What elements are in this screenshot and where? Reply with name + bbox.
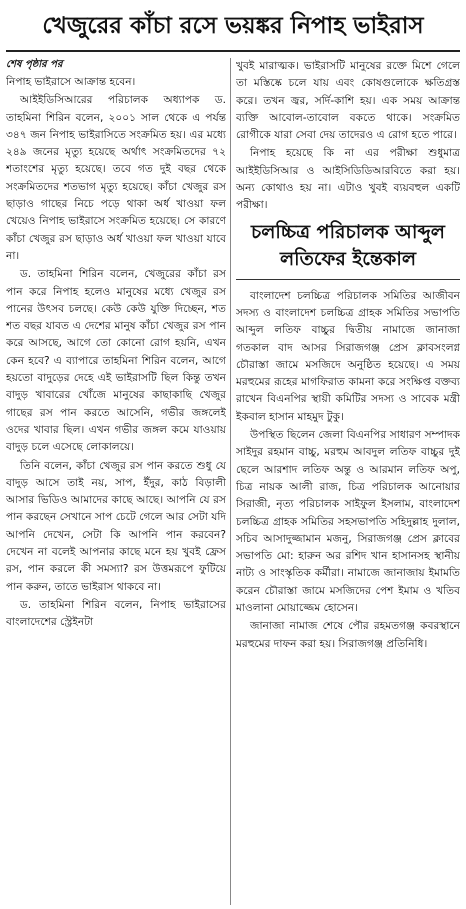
article-paragraph: ড. তাহমিনা শিরিন বলেন, নিপাহ ভাইরাসের বাংলাদেশের স্ট্রেইনটা bbox=[6, 598, 226, 629]
article-paragraph: উপস্থিত ছিলেন জেলা বিএনপির সাধারণ সম্পাদক সাইদুর রহমান বাচ্চু, মরহুম আবদুল লতিফ বাচ্চুর দুই ছেলে আরশাদ লতিফ অন্তু ও আরমান লতিফ অপু, চিত্র নায়ক আলী রাজ, চিত্র পরিচালক আনোয়ার সিরাজী, নৃত্য পরিচালক সাইফুল ইসলাম, বাংলাদেশ চলচ্চিত্র গ্রাহক সমিতির সহসভাপতি সহিদুল্লাহ দুলাল, সচিব আসাদুজ্জামান মজনু, সিরাজগঞ্জ প্রেস ক্লাবের সভাপতি মো: হারুন অর রশিদ খান হাসানসহ স্থানীয় নাট্য ও সাংস্কৃতিক কর্মীরা। নামাজে জানাজায় ইমামতি করেন চৌরাস্তা জামে মসজিদের পেশ ইমাম ও খতিব মাওলানা মোয়াজ্জেম হোসেন। bbox=[236, 429, 460, 615]
article-paragraph: ড. তাহমিনা শিরিন বলেন, খেজুরের কাঁচা রস পান করে নিপাহ হলেও মানুষের মধ্যে খেজুর রস পানের উৎসব চলছে। কেউ কেউ যুক্তি দিচ্ছেন, শত শত বছর যাবত এ দেশের মানুষ কাঁচা খেজুর রস পান করে আসছে, আগে তো কোনো রোগ হয়নি, এখন কেন হবে? এ ব্যাপারে তাহমিনা শিরিন বলেন, আগে হয়তো বাদুড়ের দেহে এই ভাইরাসটি ছিল কিন্তু তখন বাদুড় খাবারের খোঁজে মানুষের কাছাকাছি খেজুর গাছের রস পান করতে আসেনি, গভীর জঙ্গলেই ওদের খাবার ছিল। এখন গভীর জঙ্গল কমে যাওয়ায় বাদুড় চলে এসেছে লোকালয়ে। bbox=[6, 268, 226, 454]
article-paragraph: খুবই মারাত্মক। ভাইরাসটি মানুষের রক্তে মিশে গেলে তা মস্তিষ্কে চলে যায় এবং কোষগুলোকে ক্ষতিগ্রস্ত করে। তখন জ্বর, সর্দি-কাশি হয়। এক সময় আক্রান্ত ব্যক্তি আবোল-তাবোল বকতে থাকে। সংক্রমিত রোগীকে যারা সেবা দেয় তাদেরও এ রোগ হতে পারে। bbox=[236, 60, 460, 142]
article-paragraph: বাংলাদেশ চলচ্চিত্র পরিচালক সমিতির আজীবন সদস্য ও বাংলাদেশ চলচ্চিত্র গ্রাহক সমিতির সভাপতি আব্দুল লতিফ বাচ্চুর দ্বিতীয় নামাজে জানাজা গতকাল বাদ আসর সিরাজগঞ্জ প্রেস ক্লাবসংলগ্ন চৌরাস্তা জামে মসজিদে অনুষ্ঠিত হয়েছে। এ সময় মরহুমের রূহের মাগফিরাত কামনা করে সংক্ষিপ্ত বক্তব্য রাখেন বিএনপির স্থায়ী কমিটির সদস্য ও সাবেক মন্ত্রী ইকবাল হাসান মাহমুদ টুকু। bbox=[236, 289, 460, 423]
article-paragraph: আইইডিসিআরের পরিচালক অধ্যাপক ড. তাহমিনা শিরিন বলেন, ২০০১ সাল থেকে এ পর্যন্ত ৩৪৭ জন নিপাহ ভাইরাসিতে সংক্রমিত হয়। এর মধ্যে ২৪৯ জনের মৃত্যু হয়েছে অর্থাৎ সংক্রমিতদের ৭২ শতাংশের মৃত্যু হয়েছে। তবে গত দুই বছর থেকে সংক্রমিতদের শতভাগ মৃত্যু হয়েছে। কাঁচা খেজুর রস ছাড়াও গাছের নিচে পড়ে থাকা অর্ধ খাওয়া ফল খেয়েও নিপাহ ভাইরাসে সংক্রমিত হয়েছে। সে কারণে কাঁচা খেজুর রস ছাড়াও অর্ধ খাওয়া ফল খাওয়া যাবে না। bbox=[6, 94, 226, 262]
article-paragraph: তিনি বলেন, কাঁচা খেজুর রস পান করতে শুধু যে বাদুড় আসে তাই নয়, সাপ, ইঁদুর, কাঠ বিড়ালী আসার ভিডিও আমাদের কাছে আছে। আপনি যে রস পান করছেন সেখানে সাপ চেটে গেলে আর সেটা যদি আপনি দেখেন, সেটা কি আপনি পান করবেন? দেখেন না বলেই আপনার কাছে মনে হয় খুবই ফ্রেস রস, পান করলে কী সমস্যা? রস উত্তমরূপে ফুটিয়ে পান করুন, তাতে ভাইরাস থাকবে না। bbox=[6, 459, 226, 593]
right-column bbox=[236, 58, 460, 905]
main-headline: খেজুরের কাঁচা রসে ভয়ঙ্কর নিপাহ ভাইরাস bbox=[42, 13, 424, 39]
column-divider bbox=[230, 58, 231, 905]
second-article-headline: চলচ্চিত্র পরিচালক আব্দুল লতিফের ইন্তেকাল bbox=[251, 220, 445, 270]
article-paragraph: নিপাহ হয়েছে কি না এর পরীক্ষা শুধুমাত্র আইইডিসিআর ও আইসিডিডিআরবিতে করা হয়। অন্য কোথাও হয় না। এটাও খুবই ব্যয়বহুল একটি পরীক্ষা। bbox=[236, 147, 460, 212]
article-paragraph: জানাজা নামাজ শেষে পৌর রহমতগঞ্জ কবরস্থানে মরহুমের দাফন করা হয়। সিরাজগঞ্জ প্রতিনিধি। bbox=[236, 620, 460, 650]
headline-rule bbox=[6, 50, 460, 52]
article-paragraph: নিপাহ ভাইরাসে আক্রান্ত হবেন। bbox=[6, 76, 136, 88]
left-column bbox=[6, 58, 226, 905]
continuation-kicker: শেষ পৃষ্ঠার পর bbox=[6, 59, 63, 70]
subhead-rule bbox=[236, 279, 460, 280]
